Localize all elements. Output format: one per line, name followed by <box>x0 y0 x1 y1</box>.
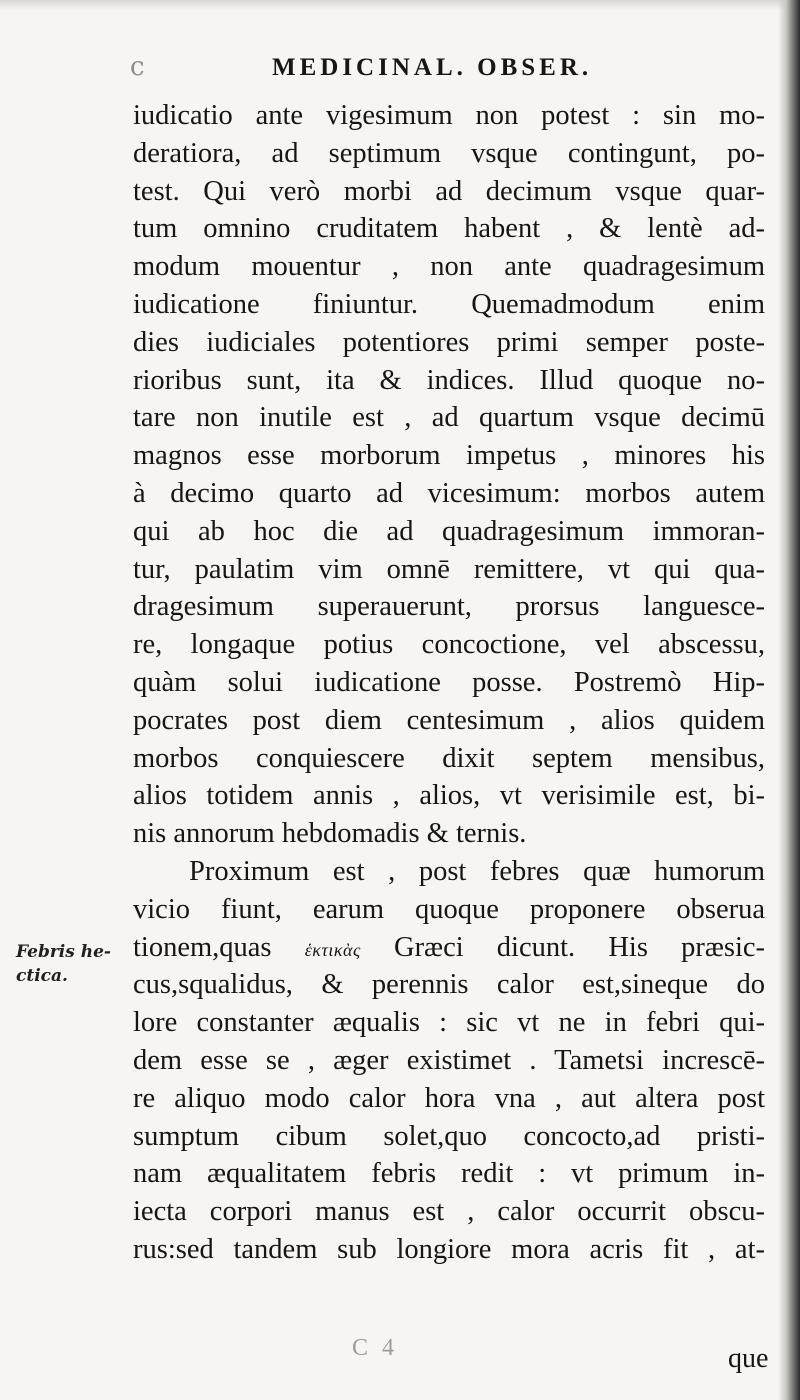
text-segment: tionem,quas <box>133 931 272 963</box>
text-line: dem esse se , æger existimet . Tametsi increscē- <box>133 1044 765 1076</box>
margin-note-line: ctica. <box>16 966 68 986</box>
folio-number: c <box>130 52 146 82</box>
running-title: MEDICINAL. OBSER. <box>272 54 593 81</box>
signature-mark: C 4 <box>352 1335 399 1361</box>
margin-note-line: Febris he- <box>16 942 111 962</box>
text-line: tare non inutile est , ad quartum vsque decimū <box>133 402 765 434</box>
text-line: nam æqualitatem febris redit : vt primum in- <box>133 1158 765 1190</box>
margin-note <box>16 940 111 988</box>
text-line: tum omnino cruditatem habent , & lentè ad- <box>133 213 765 245</box>
text-line: iecta corpori manus est , calor occurrit obscu- <box>133 1196 765 1228</box>
text-line: nis annorum hebdomadis & ternis. <box>133 818 527 850</box>
paragraph-start: Proximum est , post febres quæ humorum <box>189 855 765 887</box>
text-line: rus:sed tandem sub longiore mora acris fit , at- <box>133 1233 765 1265</box>
text-line: modum mouentur , non ante quadragesimum <box>133 251 765 283</box>
text-line: quàm solui iudicatione posse. Postremò Hip- <box>133 666 765 698</box>
text-line: magnos esse morborum impetus , minores his <box>133 440 765 472</box>
text-line: qui ab hoc die ad quadragesimum immoran- <box>133 515 765 547</box>
text-line: rioribus sunt, ita & indices. Illud quoque no- <box>133 364 765 396</box>
text-line: deratiora, ad septimum vsque contingunt, po- <box>133 137 765 169</box>
main-text <box>133 97 773 1269</box>
text-line: morbos conquiescere dixit septem mensibus, <box>133 742 765 774</box>
text-line: à decimo quarto ad vicesimum: morbos autem <box>133 477 765 509</box>
page-edge-top <box>0 0 800 10</box>
text-line: iudicatio ante vigesimum non potest : sin mo- <box>133 100 765 131</box>
text-line: dies iudiciales potentiores primi semper poste- <box>133 326 765 358</box>
text-line: iudicatione finiuntur. Quemadmodum enim <box>133 288 765 320</box>
text-line: test. Qui verò morbi ad decimum vsque quar- <box>133 175 765 207</box>
catchword: que <box>728 1343 769 1374</box>
running-head <box>0 52 800 92</box>
text-line: vicio fiunt, earum quoque proponere obserua <box>133 893 765 925</box>
text-line: re, longaque potius concoctione, vel abscessu, <box>133 629 765 661</box>
greek-word: ἑκτικὰς <box>304 939 361 960</box>
page-gutter-shadow <box>778 0 800 1400</box>
text-line: pocrates post diem centesimum , alios quidem <box>133 704 765 736</box>
text-line-with-greek <box>133 929 765 967</box>
text-line: alios totidem annis , alios, vt verisimile est, bi- <box>133 780 765 812</box>
text-line: lore constanter æqualis : sic vt ne in febri qui- <box>133 1007 765 1039</box>
text-line: sumptum cibum solet,quo concocto,ad pristi- <box>133 1120 765 1152</box>
text-line: tur, paulatim vim omnē remittere, vt qui qua- <box>133 553 765 585</box>
text-line: dragesimum superauerunt, prorsus languesce- <box>133 591 765 623</box>
text-line: re aliquo modo calor hora vna , aut altera post <box>133 1082 765 1114</box>
text-line: cus,squalidus, & perennis calor est,sineque do <box>133 969 765 1001</box>
text-segment: Græci dicunt. His præsic- <box>393 931 765 963</box>
